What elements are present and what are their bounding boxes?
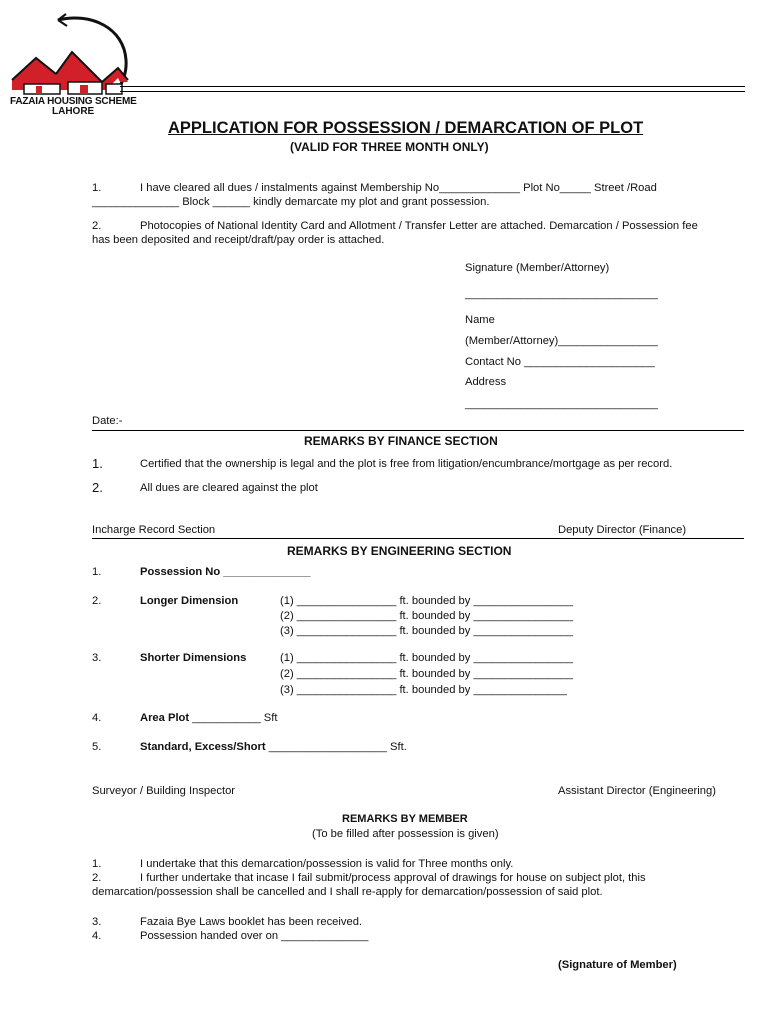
member-item1: I undertake that this demarcation/possession is valid for Three months only. <box>140 858 514 870</box>
contact-field[interactable]: Contact No _____________________ <box>465 356 655 368</box>
incharge-record-label: Incharge Record Section <box>92 524 216 536</box>
member-item3: Fazaia Bye Laws booklet has been received. <box>140 916 363 928</box>
signature-label: Signature (Member/Attorney) <box>465 262 610 274</box>
item-number: 2. <box>92 480 103 495</box>
header-rule-top <box>120 86 745 87</box>
finance-item2: All dues are cleared against the plot <box>140 482 318 494</box>
section-divider <box>92 538 744 539</box>
header-rule-bottom <box>120 91 745 92</box>
page-title: APPLICATION FOR POSSESSION / DEMARCATION OF PLOT <box>168 119 644 137</box>
name-label: Name <box>465 314 495 326</box>
page-subtitle: (VALID FOR THREE MONTH ONLY) <box>290 140 489 154</box>
application-item1-line1: I have cleared all dues / instalments against Membership No_____________ Plot No_____ Street /Road <box>140 182 657 194</box>
application-item1-line2: ______________ Block ______ kindly demarcate my plot and grant possession. <box>92 196 490 208</box>
possession-no-field[interactable]: Possession No ______________ <box>140 566 311 578</box>
date-label: Date:- <box>92 415 123 427</box>
item-number: 2. <box>92 872 102 884</box>
item-number: 1. <box>92 182 102 194</box>
address-label: Address <box>465 376 507 388</box>
assistant-director-label: Assistant Director (Engineering) <box>558 785 716 797</box>
area-plot-label: Area Plot <box>140 712 190 724</box>
fazaia-logo <box>6 8 136 108</box>
member-item2-line1: I further undertake that incase I fail submit/process approval of drawings for house on subject plot, this <box>140 872 646 884</box>
member-heading: REMARKS BY MEMBER <box>342 813 468 825</box>
finance-heading: REMARKS BY FINANCE SECTION <box>304 434 498 448</box>
engineering-heading: REMARKS BY ENGINEERING SECTION <box>287 544 512 558</box>
application-item2-line2: has been deposited and receipt/draft/pay order is attached. <box>92 234 385 246</box>
name-field[interactable]: (Member/Attorney)________________ <box>465 335 658 347</box>
item-number: 3. <box>92 916 102 928</box>
longer-dimension-row[interactable]: (1) ________________ ft. bounded by ________________ <box>280 595 574 607</box>
shorter-dimensions-label: Shorter Dimensions <box>140 652 247 664</box>
shorter-dimension-row[interactable]: (3) ________________ ft. bounded by _______________ <box>280 684 567 696</box>
address-field[interactable]: _______________________________ <box>465 398 658 410</box>
member-signature-label: (Signature of Member) <box>558 959 677 971</box>
org-name-line2: LAHORE <box>52 106 95 117</box>
houses-logo-icon <box>6 8 136 108</box>
item-number: 4. <box>92 930 102 942</box>
item-number: 4. <box>92 712 102 724</box>
possession-handed-field[interactable]: Possession handed over on ______________ <box>140 930 369 942</box>
surveyor-label: Surveyor / Building Inspector <box>92 785 236 797</box>
standard-excess-field[interactable] <box>140 741 407 753</box>
org-name-line1: FAZAIA HOUSING SCHEME <box>10 96 137 107</box>
longer-dimension-label: Longer Dimension <box>140 595 239 607</box>
member-subheading: (To be filled after possession is given) <box>312 828 499 840</box>
application-item2-line1: Photocopies of National Identity Card and Allotment / Transfer Letter are attached. Demarcation / Possession fee <box>140 220 698 232</box>
member-item2-line2: demarcation/possession shall be cancelled and I shall re-apply for demarcation/possession of said plot. <box>92 886 603 898</box>
shorter-dimension-row[interactable]: (2) ________________ ft. bounded by ________________ <box>280 668 574 680</box>
section-divider <box>92 430 744 431</box>
area-plot-blank: ___________ Sft <box>192 712 278 724</box>
item-number: 2. <box>92 595 102 607</box>
shorter-dimension-row[interactable]: (1) ________________ ft. bounded by ________________ <box>280 652 574 664</box>
item-number: 2. <box>92 220 102 232</box>
item-number: 1. <box>92 858 102 870</box>
longer-dimension-row[interactable]: (3) ________________ ft. bounded by ________________ <box>280 625 574 637</box>
area-plot-field[interactable] <box>140 712 277 724</box>
item-number: 1. <box>92 566 102 578</box>
longer-dimension-row[interactable]: (2) ________________ ft. bounded by ________________ <box>280 610 574 622</box>
deputy-director-label: Deputy Director (Finance) <box>558 524 687 536</box>
finance-item1: Certified that the ownership is legal and the plot is free from litigation/encumbrance/mortgage as per record. <box>140 458 673 470</box>
standard-excess-blank: ___________________ Sft. <box>268 741 407 753</box>
standard-excess-label: Standard, Excess/Short <box>140 741 266 753</box>
item-number: 3. <box>92 652 102 664</box>
signature-field[interactable]: _______________________________ <box>465 288 658 300</box>
item-number: 5. <box>92 741 102 753</box>
item-number: 1. <box>92 456 103 471</box>
